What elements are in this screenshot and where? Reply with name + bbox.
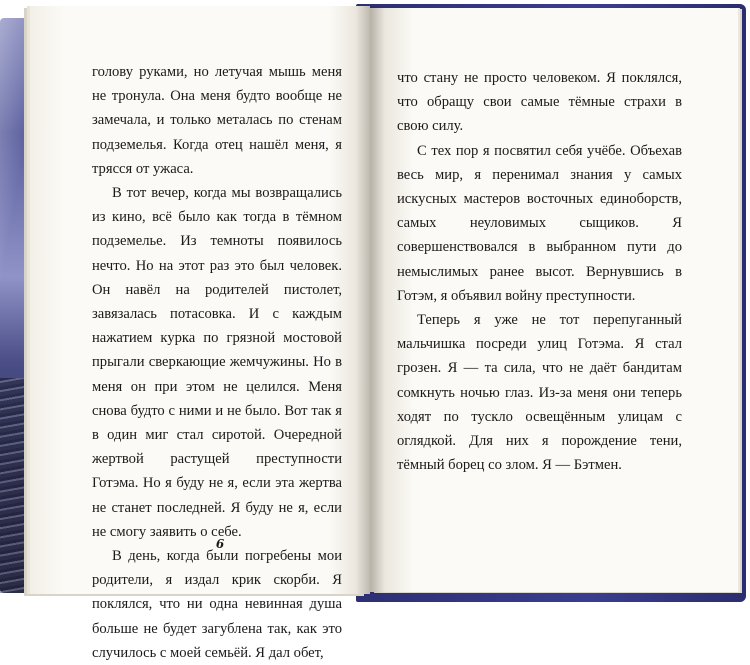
right-paragraph-1: что стану не просто человеком. Я поклялся, что обращу свои самые тёмные страхи в свою силу. [397,70,682,135]
left-paragraph-3: В день, когда были погребены мои родители, я издал крик скорби. Я поклялся, что ни одна невинная душа больше не будет загублена так, как это случилось с моей семьёй. Я дал обет, [92,548,342,661]
book-spine-gutter [355,6,385,594]
page-number: 6 [215,537,225,551]
right-page-text [397,66,682,477]
right-paragraph-2: С тех пор я посвятил себя учёбе. Объехав весь мир, я перенимал знания у самых искусных мастеров восточных единоборств, самых неуловимых сыщиков. Я совершенствовался в выбранном пути до немыслимых ранее высот. Вернувшись в Готэм, я объявил войну преступности. [397,142,682,304]
left-paragraph-2: В тот вечер, когда мы возвращались из кино, всё было как тогда в тёмном подземелье. Из темноты появилось нечто. Но на этот раз это был человек. Он навёл на родителей пистолет, завязалась потасовка. И с каждым нажатием курка по грязной мостовой прыгали сверкающие жемчужины. Но в меня он при этом не целился. Меня снова будто с ними и не было. Вот так я в один миг стал сиротой. Очередной жертвой растущей преступности Готэма. Но я буду не я, если эта жертва не станет последней. Я буду не я, если не смогу заявить о себе. [92,185,342,540]
left-page-text [92,60,342,665]
right-paragraph-3: Теперь я уже не тот перепуганный мальчишка посреди улиц Готэма. Я стал грозен. Я — та сила, что не даёт бандитам сомкнуть ночью глаз. Из-за меня они теперь ходят по тускло освещённым улицам с оглядкой. Для них я порождение тени, тёмный борец со злом. Я — Бэтмен. [397,312,682,474]
left-paragraph-1: голову руками, но летучая мышь меня не тронула. Она меня будто вообще не замечала, и только металась по стенам подземелья. Когда отец нашёл меня, я трясся от ужаса. [92,64,342,177]
